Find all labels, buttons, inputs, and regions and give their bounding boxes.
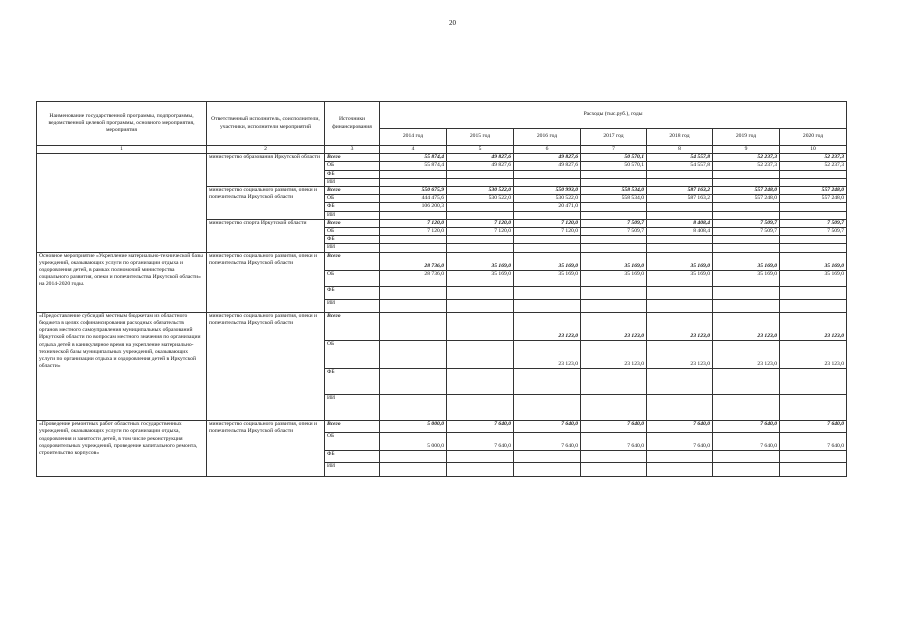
value-cell: 7 640,0 (447, 433, 514, 451)
value-cell: 35 169,0 (581, 252, 647, 270)
value-cell: 558 534,0 (581, 195, 647, 203)
value-cell (447, 312, 514, 340)
value-cell (780, 369, 847, 395)
value-cell: 7 120,0 (380, 228, 447, 236)
source-cell: ФБ (325, 203, 380, 211)
value-cell (380, 299, 447, 312)
value-cell: 28 736,0 (380, 252, 447, 270)
source-cell: ИИ (325, 395, 380, 421)
value-cell (447, 236, 514, 244)
value-cell: 587 163,2 (647, 187, 713, 195)
value-cell: 55 874,4 (380, 162, 447, 170)
value-cell (647, 463, 713, 477)
value-cell (713, 299, 780, 312)
value-cell: 23 123,0 (713, 341, 780, 369)
value-cell: 35 169,0 (581, 270, 647, 286)
value-cell (380, 178, 447, 186)
source-cell: ОБ (325, 228, 380, 236)
value-cell: 23 123,0 (780, 341, 847, 369)
value-cell (514, 178, 581, 186)
value-cell (780, 463, 847, 477)
value-cell (581, 203, 647, 211)
value-cell (780, 299, 847, 312)
value-cell: 49 827,6 (447, 154, 514, 162)
value-cell: 444 475,6 (380, 195, 447, 203)
source-cell: ФБ (325, 451, 380, 463)
value-cell: 587 163,2 (647, 195, 713, 203)
table-row (37, 252, 847, 270)
value-cell: 5 000,0 (380, 433, 447, 451)
value-cell (380, 236, 447, 244)
value-cell: 35 169,0 (713, 252, 780, 270)
column-number: 6 (514, 146, 581, 154)
value-cell (447, 369, 514, 395)
table-row (37, 312, 847, 340)
value-cell: 52 237,3 (780, 162, 847, 170)
value-cell: 7 509,7 (581, 228, 647, 236)
executor-cell: министерство социального развития, опеки и попечительства Иркутской области (207, 312, 325, 420)
value-cell (581, 451, 647, 463)
value-cell: 7 120,0 (514, 228, 581, 236)
value-cell (780, 178, 847, 186)
value-cell (514, 299, 581, 312)
value-cell (780, 244, 847, 252)
value-cell: 23 123,0 (581, 312, 647, 340)
value-cell: 7 120,0 (447, 219, 514, 227)
value-cell (713, 451, 780, 463)
value-cell (647, 170, 713, 178)
column-number: 3 (325, 146, 380, 154)
value-cell: 7 120,0 (447, 228, 514, 236)
value-cell (380, 312, 447, 340)
header-expenses: Расходы (тыс.руб.), годы (380, 102, 847, 129)
value-cell (380, 211, 447, 219)
value-cell (514, 451, 581, 463)
source-cell: ФБ (325, 286, 380, 299)
value-cell: 557 248,0 (780, 187, 847, 195)
value-cell (713, 395, 780, 421)
value-cell (647, 178, 713, 186)
value-cell (647, 299, 713, 312)
value-cell (713, 178, 780, 186)
value-cell: 23 123,0 (514, 312, 581, 340)
value-cell: 557 248,0 (713, 195, 780, 203)
value-cell (647, 244, 713, 252)
activity-name-cell: Основное мероприятие «Укрепление материально-технической базы учреждений, оказывающих услуги по организации отдыха и оздоровления детей, в рамках полномочий министерства социального развития, опеки и попечительства Иркутской области» на 2014-2020 годы. (37, 252, 207, 312)
value-cell (780, 170, 847, 178)
source-cell: ИИ (325, 244, 380, 252)
column-number: 7 (581, 146, 647, 154)
column-number: 9 (713, 146, 780, 154)
value-cell (581, 463, 647, 477)
value-cell (581, 244, 647, 252)
column-number: 5 (447, 146, 514, 154)
value-cell (780, 286, 847, 299)
value-cell: 35 169,0 (647, 252, 713, 270)
value-cell (447, 299, 514, 312)
value-cell (447, 244, 514, 252)
value-cell: 7 640,0 (581, 421, 647, 433)
budget-table (36, 101, 847, 477)
value-cell: 52 237,3 (780, 154, 847, 162)
value-cell: 7 509,7 (780, 219, 847, 227)
value-cell: 7 640,0 (647, 433, 713, 451)
value-cell (447, 286, 514, 299)
table-row (37, 154, 847, 162)
header-executor: Ответственный исполнитель, соисполнители, участники, исполнители мероприятий (207, 102, 325, 146)
value-cell (380, 463, 447, 477)
value-cell (514, 286, 581, 299)
header-year: 2016 год (514, 129, 581, 146)
value-cell: 35 169,0 (713, 270, 780, 286)
value-cell: 50 570,1 (581, 154, 647, 162)
value-cell: 7 640,0 (514, 421, 581, 433)
value-cell: 7 640,0 (713, 421, 780, 433)
value-cell: 7 509,7 (713, 219, 780, 227)
value-cell (713, 236, 780, 244)
column-number-row (37, 146, 847, 154)
value-cell: 35 169,0 (514, 252, 581, 270)
value-cell: 7 120,0 (380, 219, 447, 227)
executor-cell: министерство спорта Иркутской области (207, 219, 325, 252)
column-number: 2 (207, 146, 325, 154)
value-cell (581, 369, 647, 395)
value-cell: 8 408,4 (647, 228, 713, 236)
value-cell: 530 522,0 (514, 195, 581, 203)
header-year: 2017 год (581, 129, 647, 146)
value-cell (514, 463, 581, 477)
value-cell (780, 203, 847, 211)
value-cell: 49 827,6 (514, 162, 581, 170)
value-cell: 23 123,0 (581, 341, 647, 369)
value-cell: 35 169,0 (447, 270, 514, 286)
header-year: 2014 год (380, 129, 447, 146)
value-cell: 23 123,0 (780, 312, 847, 340)
value-cell (581, 170, 647, 178)
source-cell: ОБ (325, 433, 380, 451)
value-cell (713, 203, 780, 211)
source-cell: ОБ (325, 341, 380, 369)
value-cell (647, 286, 713, 299)
value-cell: 49 827,6 (514, 154, 581, 162)
value-cell: 530 522,0 (447, 187, 514, 195)
source-cell: ИИ (325, 463, 380, 477)
value-cell: 23 123,0 (647, 341, 713, 369)
value-cell: 23 123,0 (514, 341, 581, 369)
value-cell: 7 640,0 (514, 433, 581, 451)
value-cell: 35 169,0 (447, 252, 514, 270)
value-cell (581, 178, 647, 186)
source-cell: Всего (325, 421, 380, 433)
executor-cell: министерство социального развития, опеки и попечительства Иркутской области (207, 187, 325, 220)
page-number: 20 (449, 19, 456, 27)
value-cell: 35 169,0 (780, 270, 847, 286)
value-cell (713, 244, 780, 252)
executor-cell: министерство образования Иркутской области (207, 154, 325, 187)
value-cell (581, 286, 647, 299)
value-cell (380, 451, 447, 463)
source-cell: ИИ (325, 299, 380, 312)
value-cell: 23 123,0 (713, 312, 780, 340)
table-body (37, 154, 847, 477)
value-cell (581, 395, 647, 421)
value-cell: 52 237,3 (713, 154, 780, 162)
value-cell (514, 395, 581, 421)
value-cell (647, 451, 713, 463)
source-cell: ФБ (325, 170, 380, 178)
value-cell: 50 570,1 (581, 162, 647, 170)
value-cell: 54 557,8 (647, 162, 713, 170)
column-number: 8 (647, 146, 713, 154)
value-cell: 7 640,0 (447, 421, 514, 433)
header-name: Наименование государственной программы, подпрограммы, ведомственной целевой программы, основного мероприятия, мероприятия (37, 102, 207, 146)
column-number: 4 (380, 146, 447, 154)
value-cell (380, 244, 447, 252)
value-cell: 7 640,0 (581, 433, 647, 451)
source-cell: ОБ (325, 195, 380, 203)
value-cell: 5 000,0 (380, 421, 447, 433)
source-cell: ОБ (325, 162, 380, 170)
value-cell (447, 341, 514, 369)
value-cell (380, 170, 447, 178)
value-cell: 55 874,4 (380, 154, 447, 162)
value-cell: 557 248,0 (713, 187, 780, 195)
value-cell (713, 369, 780, 395)
value-cell: 530 522,0 (447, 195, 514, 203)
executor-cell: министерство социального развития, опеки и попечительства Иркутской области (207, 421, 325, 477)
source-cell: ФБ (325, 369, 380, 395)
value-cell: 7 509,7 (780, 228, 847, 236)
value-cell: 7 640,0 (713, 433, 780, 451)
source-cell: ИИ (325, 178, 380, 186)
source-cell: ФБ (325, 236, 380, 244)
source-cell: ОБ (325, 270, 380, 286)
value-cell: 550 675,9 (380, 187, 447, 195)
value-cell (514, 211, 581, 219)
value-cell (380, 286, 447, 299)
table-row (37, 421, 847, 433)
value-cell (447, 170, 514, 178)
value-cell (780, 211, 847, 219)
value-cell: 35 169,0 (647, 270, 713, 286)
value-cell: 550 993,0 (514, 187, 581, 195)
value-cell (713, 211, 780, 219)
value-cell (380, 341, 447, 369)
value-cell: 7 509,7 (581, 219, 647, 227)
value-cell: 7 120,0 (514, 219, 581, 227)
source-cell: Всего (325, 312, 380, 340)
value-cell: 7 640,0 (647, 421, 713, 433)
value-cell: 558 534,0 (581, 187, 647, 195)
value-cell (447, 395, 514, 421)
value-cell (647, 203, 713, 211)
value-cell (514, 170, 581, 178)
activity-name-cell: «Проведение ремонтных работ областных государственных учреждений, оказывающих услуги по организации отдыха, оздоровления и занятости детей, в том числе реконструкция оздоровительных учреждений, проведение капитального ремонта, строительство корпусов» (37, 421, 207, 477)
value-cell (713, 170, 780, 178)
value-cell (380, 369, 447, 395)
value-cell (581, 211, 647, 219)
value-cell (581, 299, 647, 312)
value-cell (380, 395, 447, 421)
column-number: 10 (780, 146, 847, 154)
column-number: 1 (37, 146, 207, 154)
value-cell (447, 178, 514, 186)
value-cell: 7 509,7 (713, 228, 780, 236)
value-cell (647, 211, 713, 219)
value-cell: 557 248,0 (780, 195, 847, 203)
value-cell: 35 169,0 (780, 252, 847, 270)
value-cell (647, 369, 713, 395)
value-cell: 35 169,0 (514, 270, 581, 286)
value-cell (647, 395, 713, 421)
value-cell: 7 640,0 (780, 433, 847, 451)
value-cell: 8 408,4 (647, 219, 713, 227)
value-cell: 52 237,3 (713, 162, 780, 170)
value-cell (713, 463, 780, 477)
value-cell (447, 451, 514, 463)
source-cell: Всего (325, 154, 380, 162)
value-cell (514, 236, 581, 244)
value-cell (713, 286, 780, 299)
value-cell: 23 123,0 (647, 312, 713, 340)
value-cell: 49 827,6 (447, 162, 514, 170)
header-source: Источники финансирования (325, 102, 380, 146)
source-cell: Всего (325, 252, 380, 270)
value-cell: 7 640,0 (780, 421, 847, 433)
header-year: 2019 год (713, 129, 780, 146)
value-cell (447, 211, 514, 219)
value-cell (447, 463, 514, 477)
value-cell (514, 244, 581, 252)
value-cell (647, 236, 713, 244)
source-cell: Всего (325, 187, 380, 195)
value-cell (780, 451, 847, 463)
program-name-cell (37, 154, 207, 252)
value-cell (581, 236, 647, 244)
value-cell (780, 395, 847, 421)
activity-name-cell: «Предоставление субсидий местным бюджетам из областного бюджета в целях софинансирования расходных обязательств органов местного самоуправления муниципальных образований Иркутской области по вопросам местного значения по организации отдыха детей в каникулярное время на укрепление материально-технической базы муниципальных учреждений, оказывающих услуги по организации отдыха и оздоровления детей в Иркутской области» (37, 312, 207, 420)
header-year: 2020 год (780, 129, 847, 146)
header-year: 2015 год (447, 129, 514, 146)
value-cell (780, 236, 847, 244)
value-cell: 54 557,8 (647, 154, 713, 162)
value-cell: 20 471,0 (514, 203, 581, 211)
header-year: 2018 год (647, 129, 713, 146)
value-cell: 28 736,0 (380, 270, 447, 286)
value-cell (447, 203, 514, 211)
source-cell: Всего (325, 219, 380, 227)
value-cell: 106 200,3 (380, 203, 447, 211)
executor-cell: министерство социального развития, опеки и попечительства Иркутской области (207, 252, 325, 312)
value-cell (514, 369, 581, 395)
source-cell: ИИ (325, 211, 380, 219)
